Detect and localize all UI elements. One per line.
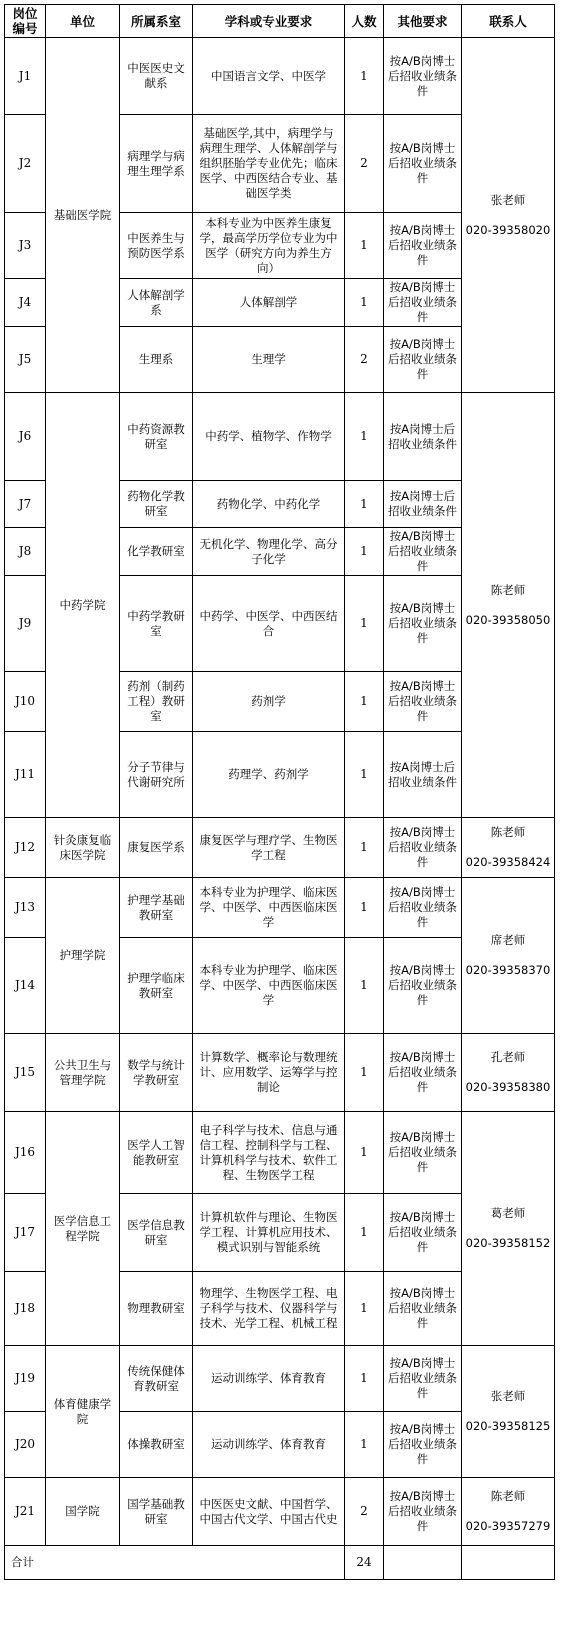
other-requirement-cell: 按A/B岗博士后招收业绩条件 [384, 1034, 462, 1112]
headcount-cell: 1 [345, 393, 384, 481]
headcount-cell: 1 [345, 38, 384, 115]
department-cell: 物理教研室 [120, 1272, 193, 1346]
other-requirement-cell: 按A/B岗博士后招收业绩条件 [384, 818, 462, 878]
major-requirement-cell: 基础医学,其中，病理学与病理生理学、人体解剖学与组织胚胎学专业优先；临床医学、中西医结合专业、基础医学类 [193, 115, 345, 213]
headcount-cell: 1 [345, 878, 384, 938]
positions-table-wrapper [4, 4, 555, 1580]
department-cell: 人体解剖学系 [120, 279, 193, 327]
major-requirement-cell: 康复医学与理疗学、生物医学工程 [193, 818, 345, 878]
position-id-cell: J20 [5, 1412, 46, 1478]
other-requirement-cell: 按A/B岗博士后招收业绩条件 [384, 115, 462, 213]
other-requirement-cell: 按A/B岗博士后招收业绩条件 [384, 938, 462, 1034]
headcount-cell: 2 [345, 1478, 384, 1546]
headcount-cell: 1 [345, 938, 384, 1034]
headcount-cell: 1 [345, 818, 384, 878]
major-requirement-cell: 人体解剖学 [193, 279, 345, 327]
table-row [5, 1478, 555, 1546]
header-department: 所属系室 [120, 5, 193, 38]
major-requirement-cell: 运动训练学、体育教育 [193, 1412, 345, 1478]
unit-cell: 中药学院 [46, 393, 120, 818]
headcount-cell: 1 [345, 732, 384, 818]
position-id-cell: J2 [5, 115, 46, 213]
other-requirement-cell: 按A岗博士后招收业绩条件 [384, 732, 462, 818]
department-cell: 数学与统计学教研室 [120, 1034, 193, 1112]
unit-cell: 医学信息工程学院 [46, 1112, 120, 1346]
position-id-cell: J8 [5, 528, 46, 576]
major-requirement-cell: 药理学、药剂学 [193, 732, 345, 818]
other-requirement-cell: 按A/B岗博士后招收业绩条件 [384, 213, 462, 279]
major-requirement-cell: 生理学 [193, 327, 345, 393]
headcount-cell: 2 [345, 115, 384, 213]
major-requirement-cell: 中国语言文学、中医学 [193, 38, 345, 115]
department-cell: 康复医学系 [120, 818, 193, 878]
position-id-cell: J9 [5, 576, 46, 672]
major-requirement-cell: 中药学、中医学、中西医结合 [193, 576, 345, 672]
major-requirement-cell: 计算机软件与理论、生物医学工程、计算机应用技术、模式识别与智能系统 [193, 1194, 345, 1272]
position-id-cell: J15 [5, 1034, 46, 1112]
other-requirement-cell: 按A/B岗博士后招收业绩条件 [384, 1194, 462, 1272]
position-id-cell: J11 [5, 732, 46, 818]
other-requirement-cell: 按A/B岗博士后招收业绩条件 [384, 38, 462, 115]
unit-cell: 基础医学院 [46, 38, 120, 393]
headcount-cell: 1 [345, 1112, 384, 1194]
header-unit: 单位 [46, 5, 120, 38]
major-requirement-cell: 无机化学、物理化学、高分子化学 [193, 528, 345, 576]
position-id-cell: J7 [5, 481, 46, 528]
headcount-cell: 1 [345, 672, 384, 732]
headcount-cell: 1 [345, 481, 384, 528]
major-requirement-cell: 运动训练学、体育教育 [193, 1346, 345, 1412]
position-id-cell: J6 [5, 393, 46, 481]
other-requirement-cell: 按A/B岗博士后招收业绩条件 [384, 1412, 462, 1478]
headcount-cell: 1 [345, 1346, 384, 1412]
other-requirement-cell: 按A/B岗博士后招收业绩条件 [384, 1272, 462, 1346]
department-cell: 化学教研室 [120, 528, 193, 576]
major-requirement-cell: 本科专业为中医养生康复学，最高学历学位专业为中医学（研究方向为养生方向） [193, 213, 345, 279]
other-requirement-cell: 按A岗博士后招收业绩条件 [384, 393, 462, 481]
major-requirement-cell: 物理学、生物医学工程、电子科学与技术、仪器科学与技术、光学工程、机械工程 [193, 1272, 345, 1346]
department-cell: 分子节律与代谢研究所 [120, 732, 193, 818]
other-requirement-cell: 按A/B岗博士后招收业绩条件 [384, 878, 462, 938]
other-requirement-cell: 按A/B岗博士后招收业绩条件 [384, 1478, 462, 1546]
headcount-cell: 1 [345, 213, 384, 279]
position-id-cell: J17 [5, 1194, 46, 1272]
position-id-cell: J13 [5, 878, 46, 938]
major-requirement-cell: 本科专业为护理学、临床医学、中医学、中西医临床医学 [193, 878, 345, 938]
position-id-cell: J5 [5, 327, 46, 393]
position-id-cell: J16 [5, 1112, 46, 1194]
other-requirement-cell: 按A岗博士后招收业绩条件 [384, 481, 462, 528]
contact-cell: 席老师 020-39358370 [462, 878, 555, 1034]
header-count: 人数 [345, 5, 384, 38]
major-requirement-cell: 本科专业为护理学、临床医学、中医学、中西医临床医学 [193, 938, 345, 1034]
headcount-cell: 1 [345, 528, 384, 576]
position-id-cell: J14 [5, 938, 46, 1034]
major-requirement-cell: 计算数学、概率论与数理统计、应用数学、运筹学与控制论 [193, 1034, 345, 1112]
department-cell: 医学信息教研室 [120, 1194, 193, 1272]
unit-cell: 针灸康复临床医学院 [46, 818, 120, 878]
department-cell: 国学基础教研室 [120, 1478, 193, 1546]
other-requirement-cell: 按A/B岗博士后招收业绩条件 [384, 1346, 462, 1412]
table-row [5, 393, 555, 481]
total-empty-cell [462, 1546, 555, 1580]
headcount-cell: 1 [345, 1194, 384, 1272]
department-cell: 生理系 [120, 327, 193, 393]
table-row [5, 1112, 555, 1194]
headcount-cell: 1 [345, 1272, 384, 1346]
unit-cell: 护理学院 [46, 878, 120, 1034]
total-row [5, 1546, 555, 1580]
table-row [5, 1346, 555, 1412]
position-id-cell: J12 [5, 818, 46, 878]
department-cell: 病理学与病理生理学系 [120, 115, 193, 213]
position-id-cell: J18 [5, 1272, 46, 1346]
other-requirement-cell: 按A/B岗博士后招收业绩条件 [384, 672, 462, 732]
headcount-cell: 1 [345, 576, 384, 672]
department-cell: 药剂（制药工程）教研室 [120, 672, 193, 732]
position-id-cell: J21 [5, 1478, 46, 1546]
total-count: 24 [345, 1546, 384, 1580]
table-row [5, 818, 555, 878]
unit-cell: 公共卫生与管理学院 [46, 1034, 120, 1112]
other-requirement-cell: 按A/B岗博士后招收业绩条件 [384, 279, 462, 327]
position-id-cell: J4 [5, 279, 46, 327]
total-label: 合计 [5, 1546, 345, 1580]
position-id-cell: J1 [5, 38, 46, 115]
department-cell: 体操教研室 [120, 1412, 193, 1478]
headcount-cell: 1 [345, 1034, 384, 1112]
header-position-id: 岗位编号 [5, 5, 46, 38]
department-cell: 中医医史文献系 [120, 38, 193, 115]
major-requirement-cell: 药剂学 [193, 672, 345, 732]
other-requirement-cell: 按A/B岗博士后招收业绩条件 [384, 327, 462, 393]
header-major: 学科或专业要求 [193, 5, 345, 38]
headcount-cell: 2 [345, 327, 384, 393]
position-id-cell: J3 [5, 213, 46, 279]
department-cell: 护理学基础教研室 [120, 878, 193, 938]
total-empty-cell [384, 1546, 462, 1580]
department-cell: 中药学教研室 [120, 576, 193, 672]
table-row [5, 1034, 555, 1112]
contact-cell: 陈老师 020-39358424 [462, 818, 555, 878]
department-cell: 药物化学教研室 [120, 481, 193, 528]
department-cell: 医学人工智能教研室 [120, 1112, 193, 1194]
contact-cell: 陈老师 020-39358050 [462, 393, 555, 818]
other-requirement-cell: 按A/B岗博士后招收业绩条件 [384, 576, 462, 672]
contact-cell: 张老师 020-39358020 [462, 38, 555, 393]
unit-cell: 体育健康学院 [46, 1346, 120, 1478]
table-row [5, 38, 555, 115]
contact-cell: 孔老师 020-39358380 [462, 1034, 555, 1112]
major-requirement-cell: 电子科学与技术、信息与通信工程、控制科学与工程、计算机科学与技术、软件工程、生物医学工程 [193, 1112, 345, 1194]
other-requirement-cell: 按A/B岗博士后招收业绩条件 [384, 1112, 462, 1194]
table-row [5, 878, 555, 938]
department-cell: 护理学临床教研室 [120, 938, 193, 1034]
other-requirement-cell: 按A/B岗博士后招收业绩条件 [384, 528, 462, 576]
headcount-cell: 1 [345, 279, 384, 327]
contact-cell: 葛老师 020-39358152 [462, 1112, 555, 1346]
department-cell: 中药资源教研室 [120, 393, 193, 481]
major-requirement-cell: 中药学、植物学、作物学 [193, 393, 345, 481]
header-other: 其他要求 [384, 5, 462, 38]
department-cell: 传统保健体育教研室 [120, 1346, 193, 1412]
headcount-cell: 1 [345, 1412, 384, 1478]
header-row [5, 5, 555, 38]
contact-cell: 张老师 020-39358125 [462, 1346, 555, 1478]
major-requirement-cell: 药物化学、中药化学 [193, 481, 345, 528]
major-requirement-cell: 中医医史文献、中国哲学、中国古代文学、中国古代史 [193, 1478, 345, 1546]
department-cell: 中医养生与预防医学系 [120, 213, 193, 279]
position-id-cell: J10 [5, 672, 46, 732]
positions-table [4, 4, 555, 1580]
header-contact: 联系人 [462, 5, 555, 38]
position-id-cell: J19 [5, 1346, 46, 1412]
unit-cell: 国学院 [46, 1478, 120, 1546]
contact-cell: 陈老师 020-39357279 [462, 1478, 555, 1546]
